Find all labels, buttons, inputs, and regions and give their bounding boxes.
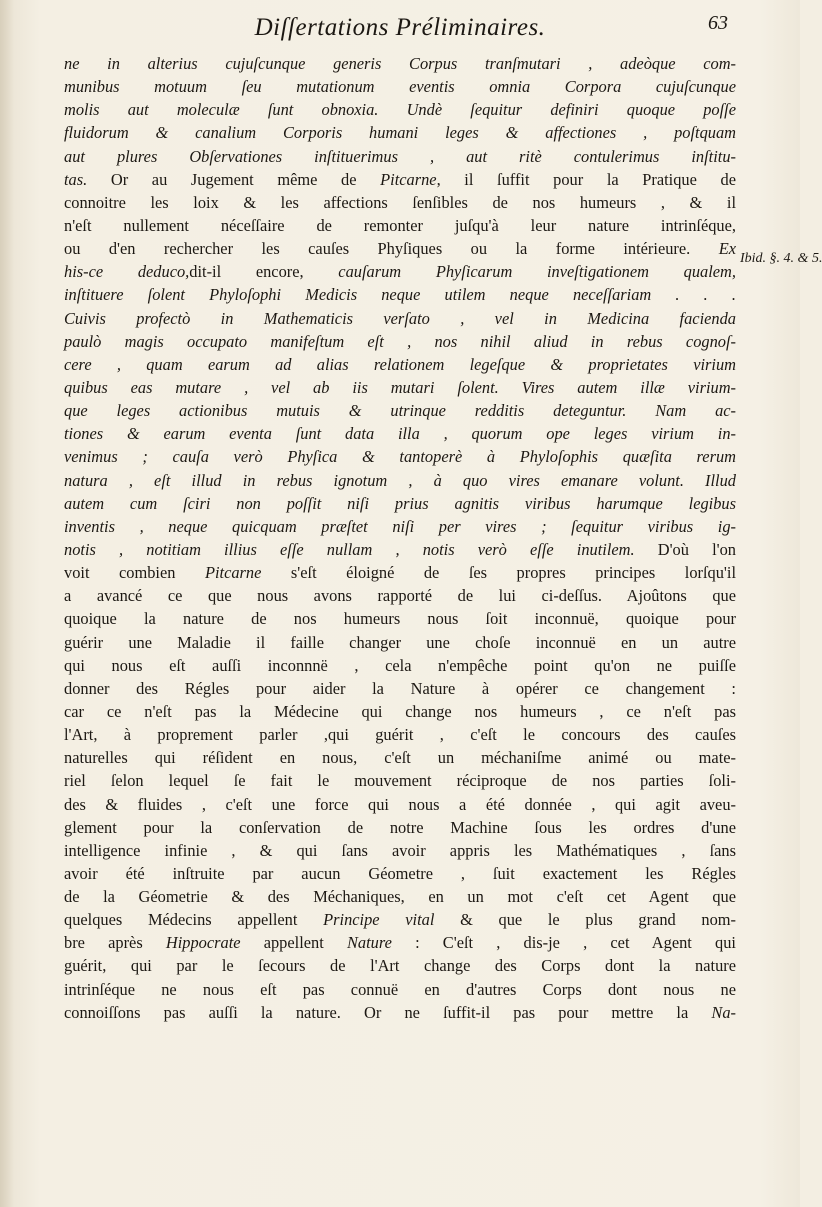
italic-text: Hippocrate <box>165 933 241 953</box>
roman-text: ou d'en rechercher les cauſes Phyſiques ou la forme intérieure. <box>64 239 719 259</box>
roman-text: donner des Régles pour aider la Nature à opérer ce changement : <box>64 678 736 698</box>
roman-text: car ce n'eſt pas la Médecine qui change nos humeurs , ce n'eſt pas <box>64 701 736 721</box>
italic-text: Pitcarne <box>380 169 437 189</box>
text-line <box>64 191 736 214</box>
roman-text: voit combien <box>64 563 205 583</box>
text-line <box>64 422 736 445</box>
text-line <box>64 75 736 98</box>
text-line <box>64 862 736 885</box>
text-line <box>64 885 736 908</box>
roman-text: intrinſéque ne nous eſt pas connuë en d'autres Corps dont nous ne <box>64 979 736 999</box>
italic-text: quibus eas mutare , vel ab iis mutari ſolent. Vires autem illæ virium- <box>64 377 736 397</box>
text-line <box>64 145 736 168</box>
text-line <box>64 954 736 977</box>
text-line <box>64 98 736 121</box>
italic-text: notis , notitiam illius eſſe nullam , notis verò eſſe inutilem. <box>64 539 635 559</box>
running-title: Diſſertations Préliminaires. <box>254 14 546 41</box>
page-number: 63 <box>708 12 728 34</box>
text-line <box>64 399 736 422</box>
roman-text: connoitre les loix & les affections ſenſibles de nos humeurs , & il <box>64 192 736 212</box>
italic-text: inſtituere ſolent Phyloſophi Medicis neque utilem neque neceſſariam . . . <box>64 285 736 305</box>
text-line <box>64 445 736 468</box>
text-line <box>64 307 736 330</box>
roman-text: , il ſuffit pour la Pratique de <box>436 169 737 189</box>
italic-text: ne in alterius cujuſcunque generis Corpus tranſmutari , adeòque com- <box>64 54 736 73</box>
roman-text: guérir une Maladie il faille changer une choſe inconnuë en un autre <box>64 632 736 652</box>
italic-text: que leges actionibus mutuis & utrinque redditis deteguntur. Nam ac- <box>64 401 736 421</box>
roman-text: s'eſt éloigné de ſes propres principes lorſqu'il <box>261 563 736 583</box>
text-line <box>64 330 736 353</box>
roman-text: quelques Médecins appellent <box>64 910 324 930</box>
roman-text: dit-il encore, <box>189 262 339 282</box>
text-line <box>64 353 736 376</box>
body-text <box>64 52 736 1024</box>
text-line <box>64 260 736 283</box>
roman-text: de la Géometrie & des Méchaniques, en un mot c'eſt cet Agent que <box>64 887 736 907</box>
text-line <box>64 746 736 769</box>
italic-text: venimus ; cauſa verò Phyſica & tantoperè à Phyloſophis quæſita rerum <box>64 447 736 467</box>
text-line <box>64 538 736 561</box>
roman-text: glement pour la conſervation de notre Machine ſous les ordres d'une <box>64 817 736 837</box>
italic-text: inventis , neque quicquam præſtet niſi per vires ; ſequitur viribus ig- <box>64 516 736 536</box>
text-line <box>64 214 736 237</box>
roman-text: riel ſelon lequel ſe fait le mouvement réciproque de nos parties ſoli- <box>64 771 736 791</box>
roman-text: intelligence infinie , & qui ſans avoir appris les Mathématiques , ſans <box>64 840 736 860</box>
roman-text: : C'eſt , dis-je , cet Agent qui <box>391 933 736 953</box>
italic-text: autem cum ſciri non poſſit niſi prius agnitis viribus harumque legibus <box>64 493 736 513</box>
text-line <box>64 908 736 931</box>
italic-text: cere , quam earum ad alias relationem legeſque & proprietates virium <box>64 354 736 374</box>
roman-text: avoir été inſtruite par aucun Géometre , ſuit exactement les Régles <box>64 863 736 883</box>
text-line <box>64 700 736 723</box>
text-line <box>64 168 736 191</box>
roman-text: quoique la nature de nos humeurs nous ſoit inconnuë, quoique pour <box>64 609 736 629</box>
italic-text: Pitcarne <box>204 563 262 583</box>
italic-text: cauſarum Phyſicarum inveſtigationem qualem, <box>338 262 736 282</box>
text-line <box>64 492 736 515</box>
italic-text: Ex <box>718 239 736 259</box>
text-line <box>64 237 736 260</box>
gutter-shadow <box>0 0 14 1207</box>
italic-text: tas. <box>64 169 88 189</box>
italic-text: natura , eſt illud in rebus ignotum , à quo vires emanare volunt. Illud <box>64 470 736 490</box>
italic-text: aut plures Obſervationes inſtituerimus , aut ritè contulerimus inſtitu- <box>64 146 736 166</box>
text-line <box>64 1001 736 1024</box>
text-line <box>64 469 736 492</box>
roman-text: appellent <box>240 933 347 953</box>
text-line <box>64 631 736 654</box>
text-line <box>64 677 736 700</box>
roman-text: qui nous eſt auſſi inconnnë , cela n'empêche point qu'on ne puiſſe <box>64 655 736 675</box>
text-line <box>64 607 736 630</box>
roman-text: guérit, qui par le ſecours de l'Art change des Corps dont la nature <box>64 956 736 976</box>
roman-text: connoiſſons pas auſſi la nature. Or ne ſuffit-il pas pour mettre la <box>64 1002 712 1022</box>
text-line <box>64 561 736 584</box>
italic-text: Na- <box>711 1002 736 1022</box>
text-line <box>64 793 736 816</box>
text-line <box>64 839 736 862</box>
text-line <box>64 376 736 399</box>
roman-text: bre après <box>64 933 166 953</box>
italic-text: molis aut moleculæ ſunt obnoxia. Undè ſequitur definiri quoque poſſe <box>64 100 736 120</box>
text-line <box>64 816 736 839</box>
italic-text: munibus motuum ſeu mutationum eventis omnia Corpora cujuſcunque <box>64 77 736 97</box>
italic-text: Nature <box>346 933 392 953</box>
roman-text: a avancé ce que nous avons rapporté de lui ci-deſſus. Ajoûtons que <box>64 586 736 606</box>
running-head <box>120 10 680 44</box>
roman-text: l'Art, à proprement parler ,qui guérit , c'eſt le concours des cauſes <box>64 725 736 745</box>
text-line <box>64 978 736 1001</box>
italic-text: paulò magis occupato manifeſtum eſt , nos nihil aliud in rebus cognoſ- <box>64 331 736 351</box>
text-line <box>64 283 736 306</box>
roman-text: n'eſt nullement néceſſaire de remonter juſqu'à leur nature intrinſéque, <box>64 215 736 235</box>
text-line <box>64 121 736 144</box>
text-line <box>64 769 736 792</box>
text-line <box>64 515 736 538</box>
roman-text: naturelles qui réſident en nous, c'eſt un méchaniſme animé ou mate- <box>64 748 736 768</box>
italic-text: Principe vital <box>323 910 435 930</box>
text-line <box>64 584 736 607</box>
text-line <box>64 52 736 75</box>
margin-note: Ibid. §. 4. & 5. <box>740 251 822 266</box>
text-line <box>64 931 736 954</box>
text-line <box>64 723 736 746</box>
italic-text: fluidorum & canalium Corporis humani leges & affectiones , poſtquam <box>64 123 736 143</box>
italic-text: Cuivis profectò in Mathematicis verſato , vel in Medicina facienda <box>64 308 736 328</box>
roman-text: & que le plus grand nom- <box>434 910 736 930</box>
italic-text: tiones & earum eventa ſunt data illa , quorum ope leges virium in- <box>64 424 736 444</box>
roman-text: des & fluides , c'eſt une force qui nous a été donnée , qui agit aveu- <box>64 794 736 814</box>
italic-text: his-ce deduco, <box>64 262 190 282</box>
roman-text: Or au Jugement même de <box>87 169 381 189</box>
roman-text: D'où l'on <box>634 539 736 559</box>
text-line <box>64 654 736 677</box>
